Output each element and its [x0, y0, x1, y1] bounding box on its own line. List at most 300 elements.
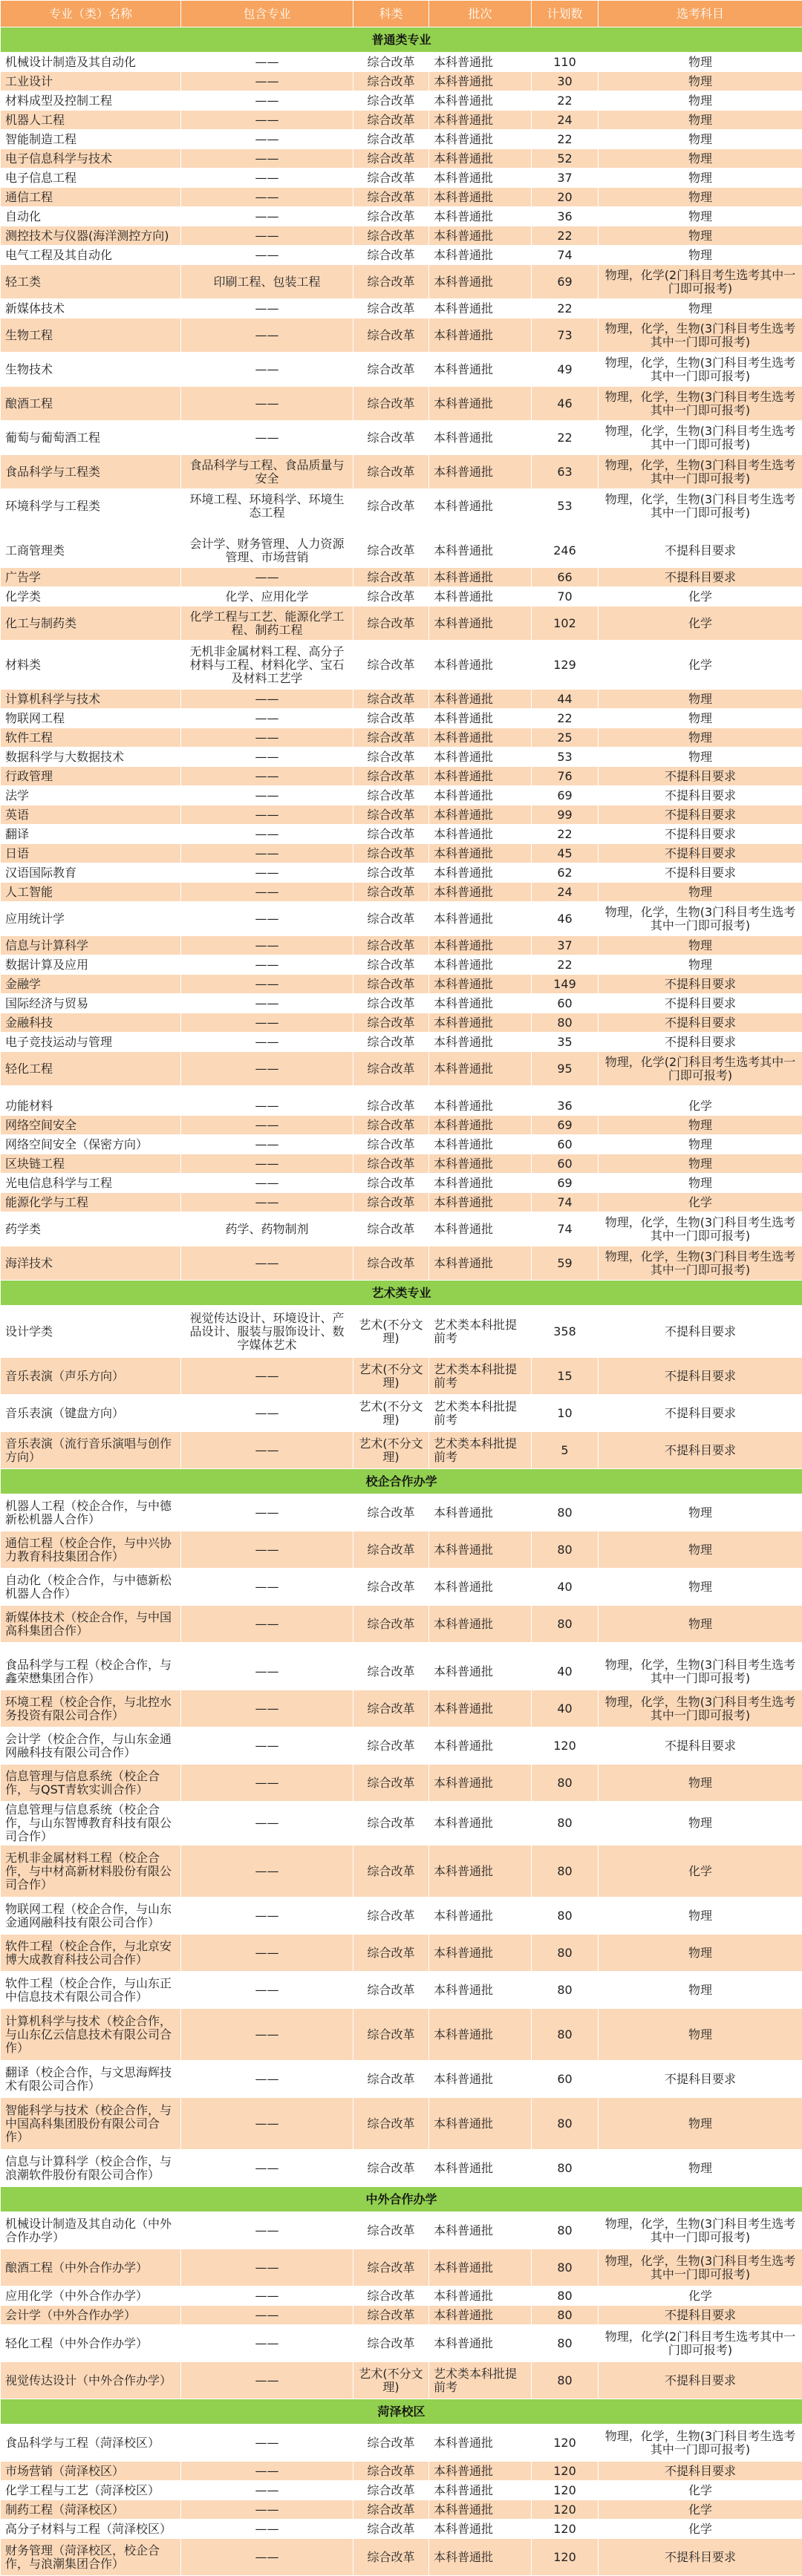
included-majors: ——	[181, 786, 353, 805]
batch: 本科普通批	[429, 1846, 532, 1897]
required-subjects: 物理	[599, 1116, 802, 1135]
section-header-row	[1, 27, 802, 53]
category: 综合改革	[353, 2009, 429, 2061]
batch: 本科普通批	[429, 1897, 532, 1935]
included-majors: ——	[181, 1135, 353, 1154]
included-majors: ——	[181, 188, 353, 207]
required-subjects: 物理，化学，生物(3门科目考生选考其中一门即可报考)	[599, 1212, 802, 1246]
plan-count: 149	[532, 975, 599, 994]
batch: 本科普通批	[429, 149, 532, 169]
plan-count: 80	[532, 1972, 599, 2009]
major-name: 设计学类	[1, 1306, 181, 1358]
plan-count: 246	[532, 534, 599, 568]
category: 综合改革	[353, 1135, 429, 1154]
table-row	[1, 936, 802, 955]
plan-count: 40	[532, 1569, 599, 1606]
major-name: 机器人工程（校企合作，与中德新松机器人合作）	[1, 1494, 181, 1531]
major-name: 测控技术与仪器(海洋测控方向)	[1, 226, 181, 246]
batch: 本科普通批	[429, 111, 532, 130]
batch: 本科普通批	[429, 1193, 532, 1212]
table-row	[1, 1606, 802, 1643]
table-row	[1, 1765, 802, 1802]
required-subjects: 不提科目要求	[599, 1033, 802, 1052]
required-subjects: 不提科目要求	[599, 1395, 802, 1432]
required-subjects: 不提科目要求	[599, 2539, 802, 2576]
plan-count: 80	[532, 2009, 599, 2061]
category: 艺术(不分文理)	[353, 1432, 429, 1469]
category: 综合改革	[353, 318, 429, 353]
table-row	[1, 955, 802, 975]
batch: 本科普通批	[429, 805, 532, 825]
category: 综合改革	[353, 709, 429, 728]
category: 综合改革	[353, 1033, 429, 1052]
plan-count: 60	[532, 1154, 599, 1174]
table-row	[1, 1174, 802, 1193]
table-row	[1, 1212, 802, 1246]
required-subjects: 物理	[599, 111, 802, 130]
category: 综合改革	[353, 994, 429, 1013]
spacer-cell	[1, 1643, 802, 1653]
required-subjects: 物理	[599, 246, 802, 265]
plan-count: 80	[532, 2286, 599, 2306]
included-majors: ——	[181, 299, 353, 318]
category: 综合改革	[353, 53, 429, 72]
required-subjects: 物理	[599, 1972, 802, 2009]
major-name: 化学工程与工艺（菏泽校区）	[1, 2481, 181, 2500]
category: 综合改革	[353, 2150, 429, 2187]
table-row	[1, 902, 802, 936]
batch: 本科普通批	[429, 1013, 532, 1033]
category: 综合改革	[353, 844, 429, 863]
batch: 本科普通批	[429, 902, 532, 936]
major-name: 人工智能	[1, 883, 181, 902]
plan-count: 60	[532, 2061, 599, 2098]
required-subjects: 物理	[599, 690, 802, 709]
required-subjects: 物理	[599, 1531, 802, 1569]
included-majors: ——	[181, 421, 353, 455]
table-row	[1, 2325, 802, 2362]
table-row	[1, 91, 802, 111]
category: 综合改革	[353, 2098, 429, 2150]
plan-count: 74	[532, 246, 599, 265]
major-name: 网络空间安全	[1, 1116, 181, 1135]
required-subjects: 物理	[599, 2009, 802, 2061]
category: 综合改革	[353, 1765, 429, 1802]
category: 综合改革	[353, 72, 429, 91]
plan-count: 120	[532, 1727, 599, 1765]
plan-count: 45	[532, 844, 599, 863]
batch: 艺术类本科批提前考	[429, 1395, 532, 1432]
included-majors: ——	[181, 767, 353, 786]
batch: 本科普通批	[429, 2286, 532, 2306]
category: 综合改革	[353, 1531, 429, 1569]
batch: 本科普通批	[429, 955, 532, 975]
category: 综合改革	[353, 149, 429, 169]
table-row	[1, 1846, 802, 1897]
section-title: 菏泽校区	[1, 2399, 802, 2425]
table-row	[1, 2212, 802, 2249]
category: 综合改革	[353, 387, 429, 421]
batch: 本科普通批	[429, 2500, 532, 2520]
included-majors: 印刷工程、包装工程	[181, 265, 353, 299]
required-subjects: 物理	[599, 1935, 802, 1972]
plan-count: 95	[532, 1052, 599, 1086]
batch: 本科普通批	[429, 2481, 532, 2500]
major-name: 法学	[1, 786, 181, 805]
category: 综合改革	[353, 1802, 429, 1846]
major-name: 音乐表演（声乐方向）	[1, 1358, 181, 1395]
included-majors: ——	[181, 1727, 353, 1765]
category: 综合改革	[353, 2306, 429, 2325]
table-row	[1, 318, 802, 353]
table-row	[1, 72, 802, 91]
plan-count: 63	[532, 455, 599, 489]
plan-count: 22	[532, 299, 599, 318]
included-majors: ——	[181, 2150, 353, 2187]
included-majors: ——	[181, 130, 353, 149]
required-subjects: 化学	[599, 1193, 802, 1212]
category: 综合改革	[353, 2061, 429, 2098]
plan-count: 73	[532, 318, 599, 353]
major-name: 财务管理（菏泽校区，校企合作，与浪潮集团合作）	[1, 2539, 181, 2576]
category: 综合改革	[353, 1972, 429, 2009]
major-name: 应用化学（中外合作办学）	[1, 2286, 181, 2306]
major-name: 国际经济与贸易	[1, 994, 181, 1013]
included-majors: ——	[181, 1494, 353, 1531]
included-majors: ——	[181, 1116, 353, 1135]
major-name: 智能科学与技术（校企合作，与中国高科集团股份有限公司合作）	[1, 2098, 181, 2150]
included-majors: ——	[181, 1154, 353, 1174]
major-name: 电气工程及其自动化	[1, 246, 181, 265]
included-majors: ——	[181, 1013, 353, 1033]
included-majors: ——	[181, 207, 353, 226]
major-name: 信息与计算科学（校企合作，与浪潮软件股份有限公司合作）	[1, 2150, 181, 2187]
category: 综合改革	[353, 728, 429, 748]
included-majors: ——	[181, 2500, 353, 2520]
required-subjects: 物理	[599, 936, 802, 955]
required-subjects: 物理，化学，生物(3门科目考生选考其中一门即可报考)	[599, 353, 802, 387]
included-majors: ——	[181, 748, 353, 767]
batch: 本科普通批	[429, 91, 532, 111]
required-subjects: 物理，化学，生物(3门科目考生选考其中一门即可报考)	[599, 387, 802, 421]
plan-count: 60	[532, 1135, 599, 1154]
batch: 本科普通批	[429, 534, 532, 568]
major-name: 生物技术	[1, 353, 181, 387]
table-row	[1, 767, 802, 786]
major-name: 轻化工程（中外合作办学）	[1, 2325, 181, 2362]
plan-count: 5	[532, 1432, 599, 1469]
plan-count: 46	[532, 902, 599, 936]
batch: 本科普通批	[429, 748, 532, 767]
included-majors: ——	[181, 1531, 353, 1569]
required-subjects: 不提科目要求	[599, 805, 802, 825]
plan-count: 36	[532, 1096, 599, 1116]
table-row	[1, 786, 802, 805]
category: 综合改革	[353, 207, 429, 226]
required-subjects: 物理	[599, 1606, 802, 1643]
table-row	[1, 1358, 802, 1395]
batch: 本科普通批	[429, 53, 532, 72]
plan-count: 80	[532, 2212, 599, 2249]
major-name: 酿酒工程	[1, 387, 181, 421]
required-subjects: 物理，化学(2门科目考生选考其中一门即可报考)	[599, 2325, 802, 2362]
included-majors: ——	[181, 709, 353, 728]
batch: 本科普通批	[429, 825, 532, 844]
batch: 本科普通批	[429, 1212, 532, 1246]
batch: 本科普通批	[429, 489, 532, 523]
major-name: 环境工程（校企合作，与北控水务投资有限公司合作）	[1, 1690, 181, 1727]
major-name: 无机非金属材料工程（校企合作，与中材高新材料股份有限公司合作）	[1, 1846, 181, 1897]
included-majors: ——	[181, 2286, 353, 2306]
batch: 本科普通批	[429, 1052, 532, 1086]
included-majors: ——	[181, 902, 353, 936]
table-row	[1, 1116, 802, 1135]
table-row	[1, 1897, 802, 1935]
batch: 本科普通批	[429, 1569, 532, 1606]
batch: 本科普通批	[429, 1606, 532, 1643]
table-row	[1, 169, 802, 188]
major-name: 智能制造工程	[1, 130, 181, 149]
plan-count: 358	[532, 1306, 599, 1358]
table-row	[1, 2150, 802, 2187]
required-subjects: 物理	[599, 955, 802, 975]
included-majors: ——	[181, 53, 353, 72]
major-name: 汉语国际教育	[1, 863, 181, 883]
header-included-majors: 包含专业	[181, 1, 353, 27]
required-subjects: 物理，化学，生物(3门科目考生选考其中一门即可报考)	[599, 421, 802, 455]
table-row	[1, 883, 802, 902]
included-majors: ——	[181, 1432, 353, 1469]
batch: 本科普通批	[429, 188, 532, 207]
included-majors: 食品科学与工程、食品质量与安全	[181, 455, 353, 489]
category: 综合改革	[353, 1246, 429, 1281]
required-subjects: 物理	[599, 207, 802, 226]
required-subjects: 化学	[599, 1846, 802, 1897]
table-row	[1, 568, 802, 587]
category: 综合改革	[353, 299, 429, 318]
category: 综合改革	[353, 805, 429, 825]
included-majors: ——	[181, 1033, 353, 1052]
major-name: 翻译	[1, 825, 181, 844]
included-majors: ——	[181, 1606, 353, 1643]
table-row	[1, 975, 802, 994]
required-subjects: 化学	[599, 2520, 802, 2539]
major-name: 软件工程（校企合作，与北京安博大成教育科技公司合作）	[1, 1935, 181, 1972]
required-subjects: 物理	[599, 169, 802, 188]
batch: 本科普通批	[429, 1494, 532, 1531]
header-required-subjects: 选考科目	[599, 1, 802, 27]
required-subjects: 化学	[599, 641, 802, 690]
included-majors: ——	[181, 568, 353, 587]
table-row	[1, 2462, 802, 2481]
category: 综合改革	[353, 2539, 429, 2576]
major-name: 金融学	[1, 975, 181, 994]
major-name: 计算机科学与技术	[1, 690, 181, 709]
required-subjects: 化学	[599, 2286, 802, 2306]
section-header-row	[1, 2399, 802, 2425]
section-header-row	[1, 1281, 802, 1306]
table-row	[1, 489, 802, 523]
header-plan-count: 计划数	[532, 1, 599, 27]
category: 综合改革	[353, 641, 429, 690]
plan-count: 74	[532, 1212, 599, 1246]
plan-count: 30	[532, 72, 599, 91]
included-majors: 无机非金属材料工程、高分子材料与工程、材料化学、宝石及材料工艺学	[181, 641, 353, 690]
major-name: 数据科学与大数据技术	[1, 748, 181, 767]
table-row	[1, 265, 802, 299]
category: 综合改革	[353, 863, 429, 883]
required-subjects: 物理，化学，生物(3门科目考生选考其中一门即可报考)	[599, 318, 802, 353]
plan-count: 66	[532, 568, 599, 587]
table-row	[1, 863, 802, 883]
category: 综合改革	[353, 534, 429, 568]
required-subjects: 不提科目要求	[599, 994, 802, 1013]
included-majors: ——	[181, 2212, 353, 2249]
category: 综合改革	[353, 1494, 429, 1531]
major-name: 化学类	[1, 587, 181, 607]
plan-count: 10	[532, 1395, 599, 1432]
required-subjects: 化学	[599, 2500, 802, 2520]
batch: 本科普通批	[429, 2009, 532, 2061]
table-spacer-row	[1, 523, 802, 534]
table-row	[1, 1569, 802, 1606]
table-row	[1, 607, 802, 641]
batch: 本科普通批	[429, 1033, 532, 1052]
plan-count: 37	[532, 936, 599, 955]
table-row	[1, 2500, 802, 2520]
batch: 本科普通批	[429, 130, 532, 149]
plan-count: 110	[532, 53, 599, 72]
plan-count: 44	[532, 690, 599, 709]
major-name: 功能材料	[1, 1096, 181, 1116]
major-name: 会计学（中外合作办学）	[1, 2306, 181, 2325]
included-majors: ——	[181, 2098, 353, 2150]
major-name: 翻译（校企合作，与文思海辉技术有限公司合作）	[1, 2061, 181, 2098]
major-name: 食品科学与工程（菏泽校区）	[1, 2425, 181, 2462]
plan-count: 80	[532, 1935, 599, 1972]
category: 综合改革	[353, 226, 429, 246]
included-majors: ——	[181, 318, 353, 353]
category: 综合改革	[353, 1116, 429, 1135]
required-subjects: 不提科目要求	[599, 2362, 802, 2399]
major-name: 酿酒工程（中外合作办学）	[1, 2249, 181, 2286]
batch: 本科普通批	[429, 863, 532, 883]
plan-count: 102	[532, 607, 599, 641]
category: 综合改革	[353, 1846, 429, 1897]
major-name: 环境科学与工程类	[1, 489, 181, 523]
major-name: 材料成型及控制工程	[1, 91, 181, 111]
category: 艺术(不分文理)	[353, 1395, 429, 1432]
batch: 本科普通批	[429, 1116, 532, 1135]
table-row	[1, 1135, 802, 1154]
included-majors: ——	[181, 91, 353, 111]
included-majors: ——	[181, 169, 353, 188]
category: 综合改革	[353, 1935, 429, 1972]
included-majors: ——	[181, 1052, 353, 1086]
required-subjects: 物理，化学，生物(3门科目考生选考其中一门即可报考)	[599, 1690, 802, 1727]
table-row	[1, 2425, 802, 2462]
required-subjects: 不提科目要求	[599, 825, 802, 844]
category: 综合改革	[353, 767, 429, 786]
major-name: 新媒体技术（校企合作，与中国高科集团合作）	[1, 1606, 181, 1643]
included-majors: ——	[181, 1765, 353, 1802]
header-category: 科类	[353, 1, 429, 27]
included-majors: ——	[181, 2306, 353, 2325]
batch: 本科普通批	[429, 936, 532, 955]
major-name: 音乐表演（流行音乐演唱与创作方向）	[1, 1432, 181, 1469]
plan-count: 120	[532, 2462, 599, 2481]
batch: 本科普通批	[429, 975, 532, 994]
major-name: 行政管理	[1, 767, 181, 786]
included-majors: ——	[181, 1246, 353, 1281]
batch: 本科普通批	[429, 1653, 532, 1690]
included-majors: ——	[181, 975, 353, 994]
required-subjects: 物理，化学，生物(3门科目考生选考其中一门即可报考)	[599, 2425, 802, 2462]
plan-count: 22	[532, 709, 599, 728]
required-subjects: 化学	[599, 607, 802, 641]
plan-count: 69	[532, 786, 599, 805]
batch: 本科普通批	[429, 1935, 532, 1972]
table-row	[1, 1802, 802, 1846]
required-subjects: 不提科目要求	[599, 863, 802, 883]
table-row	[1, 805, 802, 825]
included-majors: ——	[181, 1193, 353, 1212]
table-row	[1, 2481, 802, 2500]
batch: 本科普通批	[429, 299, 532, 318]
plan-count: 80	[532, 1013, 599, 1033]
category: 艺术(不分文理)	[353, 1306, 429, 1358]
table-row	[1, 709, 802, 728]
plan-count: 80	[532, 2306, 599, 2325]
major-name: 音乐表演（键盘方向）	[1, 1395, 181, 1432]
batch: 本科普通批	[429, 994, 532, 1013]
batch: 本科普通批	[429, 455, 532, 489]
major-name: 物联网工程	[1, 709, 181, 728]
major-name: 能源化学与工程	[1, 1193, 181, 1212]
included-majors: ——	[181, 1935, 353, 1972]
batch: 本科普通批	[429, 2306, 532, 2325]
table-spacer-row	[1, 1086, 802, 1096]
table-row	[1, 226, 802, 246]
included-majors: ——	[181, 825, 353, 844]
plan-count: 53	[532, 489, 599, 523]
included-majors: ——	[181, 728, 353, 748]
category: 综合改革	[353, 1653, 429, 1690]
category: 综合改革	[353, 265, 429, 299]
category: 综合改革	[353, 2212, 429, 2249]
table-row	[1, 825, 802, 844]
required-subjects: 物理	[599, 709, 802, 728]
included-majors: ——	[181, 955, 353, 975]
plan-count: 129	[532, 641, 599, 690]
batch: 本科普通批	[429, 2325, 532, 2362]
required-subjects: 不提科目要求	[599, 786, 802, 805]
plan-count: 40	[532, 1690, 599, 1727]
major-name: 计算机科学与技术（校企合作，与山东亿云信息技术有限公司合作）	[1, 2009, 181, 2061]
plan-count: 35	[532, 1033, 599, 1052]
plan-count: 80	[532, 1897, 599, 1935]
table-row	[1, 1306, 802, 1358]
batch: 本科普通批	[429, 1972, 532, 2009]
batch: 本科普通批	[429, 568, 532, 587]
required-subjects: 物理，化学，生物(3门科目考生选考其中一门即可报考)	[599, 902, 802, 936]
plan-count: 69	[532, 1116, 599, 1135]
table-row	[1, 534, 802, 568]
major-name: 化工与制药类	[1, 607, 181, 641]
table-row	[1, 1395, 802, 1432]
batch: 本科普通批	[429, 265, 532, 299]
table-row	[1, 207, 802, 226]
